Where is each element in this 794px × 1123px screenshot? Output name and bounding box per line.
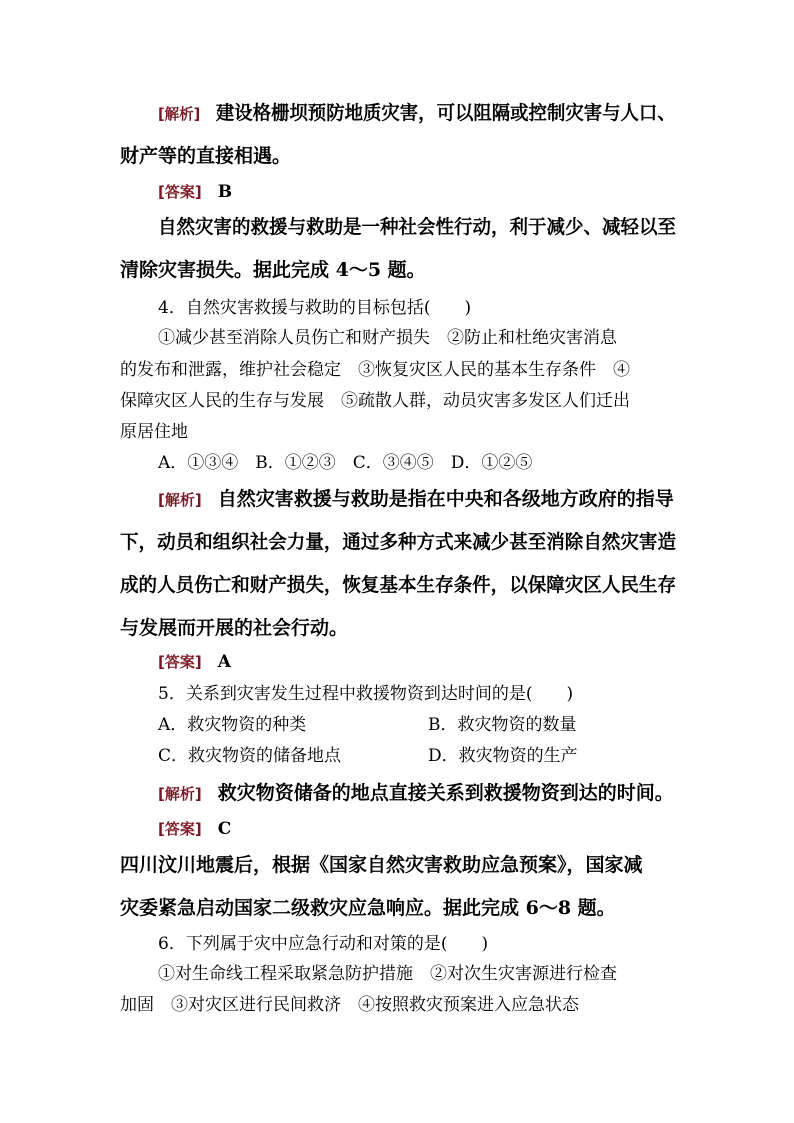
answer-tag: [答案] <box>158 653 202 671</box>
question-5-stem: 5．关系到灾害发生过程中救援物资到达时间的是( ) <box>158 684 574 704</box>
question-6-stem: 6．下列属于灾中应急行动和对策的是( ) <box>158 934 489 954</box>
analysis-2-line-2: 下，动员和组织社会力量，通过多种方式来减少甚至消除自然灾害造 <box>120 531 677 553</box>
intro-2-line-1: 四川汶川地震后，根据《国家自然灾害救助应急预案》，国家减 <box>120 854 643 876</box>
question-4-line-4: 原居住地 <box>120 422 188 442</box>
answer-1 <box>158 184 232 201</box>
question-5-option-d: D．救灾物资的生产 <box>428 746 578 766</box>
analysis-tag: [解析] <box>158 491 202 509</box>
question-4-stem: 4．自然灾害救援与救助的目标包括( ) <box>158 298 472 318</box>
answer-value: A <box>217 652 231 672</box>
analysis-text: 建设格栅坝预防地质灾害，可以阻隔或控制灾害与人口、 <box>215 102 676 124</box>
analysis-tag: [解析] <box>158 785 202 803</box>
analysis-text: 救灾物资储备的地点直接关系到救援物资到达的时间。 <box>217 782 674 804</box>
intro-1-line-2: 清除灾害损失。据此完成 4～5 题。 <box>120 259 426 281</box>
question-4-line-1: ①减少甚至消除人员伤亡和财产损失 ②防止和杜绝灾害消息 <box>158 328 617 348</box>
answer-value: C <box>217 819 232 839</box>
question-5-option-c: C．救灾物资的储备地点 <box>158 746 342 766</box>
answer-tag: [答案] <box>158 183 202 201</box>
question-4-line-3: 保障灾区人民的生存与发展 ⑤疏散人群，动员灾害多发区人们迁出 <box>120 391 630 411</box>
analysis-2-line-4: 与发展而开展的社会行动。 <box>120 617 349 639</box>
question-5-option-b: B．救灾物资的数量 <box>428 715 577 735</box>
analysis-2 <box>158 490 674 509</box>
question-4-line-2: 的发布和泄露，维护社会稳定 ③恢复灾区人民的基本生存条件 ④ <box>120 360 630 380</box>
question-4-options: A．①③④ B．①②③ C．③④⑤ D．①②⑤ <box>158 453 533 473</box>
analysis-1-line-2: 财产等的直接相遇。 <box>120 145 292 167</box>
answer-3 <box>158 821 231 838</box>
analysis-1 <box>158 104 676 123</box>
answer-2 <box>158 654 231 671</box>
analysis-2-line-3: 成的人员伤亡和财产损失，恢复基本生存条件，以保障灾区人民生存 <box>120 574 677 596</box>
analysis-tag: [解析] <box>158 105 201 123</box>
question-6-line-2: 加固 ③对灾区进行民间救济 ④按照救灾预案进入应急状态 <box>120 995 579 1015</box>
answer-value: B <box>217 182 233 202</box>
answer-tag: [答案] <box>158 820 202 838</box>
question-5-option-a: A．救灾物资的种类 <box>158 715 307 735</box>
intro-2-line-2: 灾委紧急启动国家二级救灾应急响应。据此完成 6～8 题。 <box>120 897 616 919</box>
question-6-line-1: ①对生命线工程采取紧急防护措施 ②对次生灾害源进行检查 <box>158 964 617 984</box>
intro-1-line-1: 自然灾害的救援与救助是一种社会性行动，利于减少、减轻以至 <box>158 216 677 238</box>
analysis-text: 自然灾害救援与救助是指在中央和各级地方政府的指导 <box>217 488 674 510</box>
analysis-3 <box>158 784 674 803</box>
